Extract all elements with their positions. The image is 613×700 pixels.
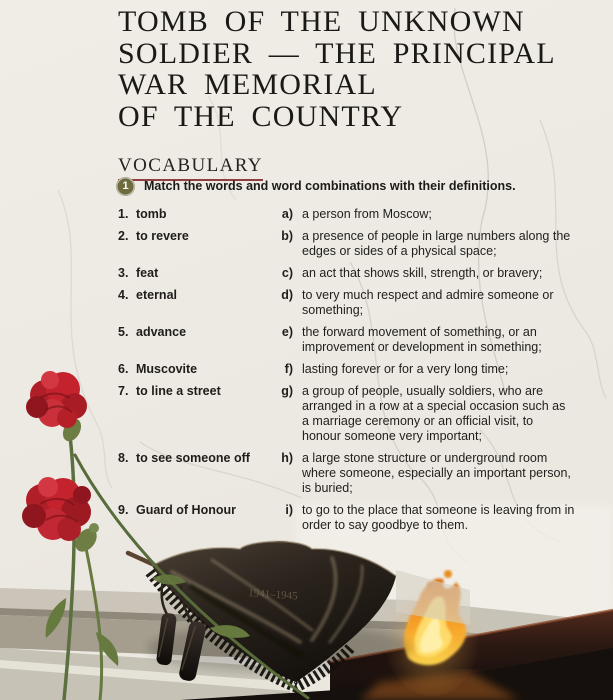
definition-text: the forward movement of something, or an improvement or development in something; [302,325,542,354]
word-text: Muscovite [136,362,198,376]
definition-text: lasting forever or for a very long time; [302,362,509,376]
page-title-line: OF THE COUNTRY [118,99,404,133]
definition-letter: c) [281,266,293,280]
word-text: feat [136,266,159,280]
match-pair-row [118,266,576,281]
word-number: 8. [118,451,129,465]
page-title-line: SOLDIER — THE PRINCIPAL [118,36,556,70]
matching-exercise-list [118,207,576,540]
definition-text: to very much respect and admire someone or something; [302,288,554,317]
match-pair-row [118,229,576,259]
word-number: 9. [118,503,129,517]
word-number: 5. [118,325,129,339]
word-text: advance [136,325,187,339]
definition-letter: i) [285,503,293,517]
definition-letter: b) [281,229,293,243]
match-pair-row [118,288,576,318]
exercise-number-badge: 1 [116,177,135,196]
definition-text: an act that shows skill, strength, or bravery; [302,266,543,280]
word-item [118,266,258,281]
word-number: 6. [118,362,129,376]
definition-letter: a) [281,207,293,221]
word-number: 4. [118,288,129,302]
word-text: to see someone off [136,451,250,465]
definition-letter: e) [281,325,293,339]
definition-letter: h) [281,451,293,465]
word-item [118,325,258,355]
word-item [118,288,258,318]
page-title [118,6,556,132]
word-item [118,451,258,496]
word-item [118,503,258,533]
match-pair-row [118,362,576,377]
word-item [118,362,258,377]
word-text: to revere [136,229,189,243]
match-pair-row [118,384,576,444]
word-number: 3. [118,266,129,280]
page-title-line: WAR MEMORIAL [118,68,377,101]
word-text: to line a street [136,384,221,398]
word-text: tomb [136,207,167,221]
word-item [118,384,258,444]
definition-letter: f) [284,362,293,376]
word-number: 1. [118,207,129,221]
definition-text: a person from Moscow; [302,207,432,221]
definition-letter: g) [281,384,293,398]
exercise-instruction: Match the words and word combinations with their definitions. [144,179,516,193]
page-title-line: TOMB OF THE UNKNOWN [118,5,525,38]
match-pair-row [118,207,576,222]
match-pair-row [118,503,576,533]
word-number: 2. [118,229,129,243]
definition-letter: d) [281,288,293,302]
exercise-header [116,176,596,196]
definition-text: a large stone structure or underground room where someone, especially an important person, is buried; [302,451,571,495]
word-number: 7. [118,384,129,398]
word-text: Guard of Honour [136,503,236,517]
word-item [118,229,258,259]
vocabulary-section-heading: VOCABULARY [118,155,263,181]
definition-text: to go to the place that someone is leaving from in order to say goodbye to them. [302,503,575,532]
banner-inscription: 1941–1945 [247,587,299,603]
definition-text: a group of people, usually soldiers, who are arranged in a row at a special occasion such as a marriage ceremony or an official visit, to honour someone very important; [302,384,566,443]
definition-text: a presence of people in large numbers along the edges or sides of a physical space; [302,229,571,258]
word-text: eternal [136,288,177,302]
match-pair-row [118,451,576,496]
word-item [118,207,258,222]
match-pair-row [118,325,576,355]
